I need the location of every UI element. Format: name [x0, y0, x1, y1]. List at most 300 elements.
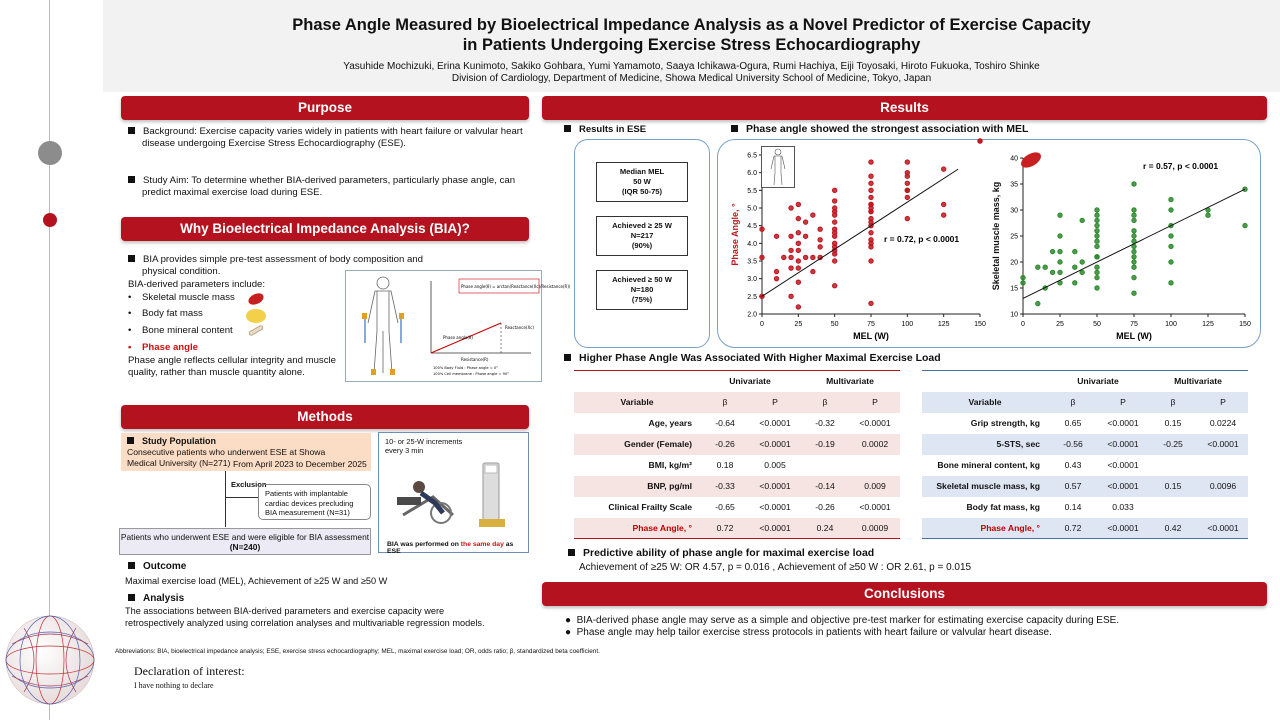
data-point — [796, 248, 800, 252]
methods-banner: Methods — [121, 405, 529, 429]
y-tick-label: 35 — [1010, 181, 1018, 189]
data-point — [1132, 249, 1136, 253]
declaration — [134, 664, 245, 690]
column-header: P — [1120, 397, 1126, 407]
data-point — [941, 167, 945, 171]
data-point — [796, 216, 800, 220]
body-outline-thumb — [761, 146, 795, 188]
data-point — [774, 276, 778, 280]
y-tick-label: 4.0 — [747, 240, 757, 248]
data-point — [832, 209, 836, 213]
table-cell: <0.0001 — [1107, 418, 1139, 428]
table-row — [922, 497, 1248, 518]
purpose-banner: Purpose — [121, 96, 529, 120]
table-cell: <0.0001 — [759, 439, 791, 449]
data-point — [1050, 270, 1054, 274]
table-bia — [922, 370, 1248, 539]
data-point — [1080, 260, 1084, 264]
bia-item-phase-label: Phase angle — [142, 342, 199, 353]
analysis-heading — [128, 593, 184, 605]
data-point — [789, 266, 793, 270]
data-point — [796, 305, 800, 309]
table-cell — [1148, 455, 1198, 476]
table-cell — [1198, 455, 1248, 476]
correlation-heading-text: Phase angle showed the strongest association with MEL — [746, 123, 1029, 135]
x-tick-label: 0 — [1021, 321, 1025, 328]
bia-params-label: BIA-derived parameters include: — [128, 279, 266, 290]
data-point — [1058, 213, 1062, 217]
table-row — [574, 476, 900, 497]
data-point — [1169, 234, 1173, 238]
predictive-text: Achievement of ≥25 W: OR 4.57, p = 0.016 , Achievement of ≥50 W : OR 2.61, p = 0.015 — [579, 562, 972, 573]
bia-same-day — [387, 541, 528, 555]
affiliation: Division of Cardiology, Department of Medicine, Showa Medical University School of Medicine, Tokyo, Japan — [451, 73, 932, 84]
x-tick-label: 25 — [1056, 321, 1064, 328]
data-point — [803, 255, 807, 259]
table-row — [574, 518, 900, 539]
body-outline-icon — [348, 273, 418, 381]
conclusion-2-text: Phase angle may help tailor exercise stress protocols in patients with heart failure or valvular heart disease. — [576, 627, 1052, 638]
y-tick-label: 2.0 — [747, 311, 757, 319]
table-cell: 0.0224 — [1209, 418, 1237, 428]
table-cell: 0.005 — [764, 460, 786, 470]
table-cell — [800, 455, 850, 476]
table-cell: -0.19 — [815, 439, 835, 449]
table-cell: <0.0001 — [1107, 481, 1139, 491]
data-point — [1095, 208, 1099, 212]
data-point — [905, 174, 909, 178]
data-point — [1095, 265, 1099, 269]
column-header: β — [1170, 397, 1176, 407]
x-tick-label: 50 — [1093, 321, 1101, 328]
table-cell: 5-STS, sec — [996, 439, 1040, 449]
x-tick-label: 75 — [867, 321, 875, 328]
table-row — [922, 518, 1248, 539]
data-point — [1095, 213, 1099, 217]
y-tick-label: 30 — [1010, 207, 1018, 215]
bia-same-day-a: BIA was performed on — [387, 541, 461, 548]
data-point — [789, 206, 793, 210]
bia-item-phase: • Phase angle — [128, 342, 199, 353]
bia-same-day-c: as ESE — [387, 541, 514, 555]
poster-header — [103, 0, 1280, 92]
exclusion-box: Patients with implantable cardiac devices precluding BIA measurement (N=31) — [258, 484, 371, 520]
y-tick-label: 5.0 — [747, 205, 757, 213]
data-point — [941, 202, 945, 206]
data-point — [760, 255, 764, 259]
y-tick-label: 10 — [1010, 311, 1018, 319]
ese-stat-median-label: Median MEL — [619, 167, 665, 176]
table-cell: Clinical Frailty Scale — [608, 502, 692, 512]
table-cell: -0.33 — [715, 481, 735, 491]
data-point — [789, 255, 793, 259]
y-tick-label: 40 — [1010, 155, 1018, 163]
table-row — [574, 497, 900, 518]
ese-stat-25w — [596, 216, 688, 256]
purpose-background — [128, 126, 528, 150]
data-point — [1073, 281, 1077, 285]
x-axis-label: MEL (W) — [1116, 331, 1152, 341]
data-point — [905, 181, 909, 185]
table-cell: Age, years — [648, 418, 692, 428]
eligible-n: (N=240) — [229, 542, 261, 552]
authors: Yasuhide Mochizuki, Erina Kunimoto, Sakiko Gohbara, Yumi Yamamoto, Saaya Ichikawa-Ogura, Rumi Hachiya, Eiji Toyosaki, Hiroto Fukuoka, Toshiro Shinke — [343, 61, 1040, 72]
data-point — [1095, 270, 1099, 274]
data-point — [1169, 197, 1173, 201]
table-cell: 0.0002 — [861, 439, 889, 449]
data-point — [1169, 281, 1173, 285]
table-cell: 0.15 — [1164, 481, 1182, 491]
data-point — [832, 188, 836, 192]
conclusion-1-text: BIA-derived phase angle may serve as a simple and objective pre-test marker for estimating exercise capacity during ESE. — [576, 615, 1120, 626]
data-point — [1095, 255, 1099, 259]
declaration-text: I have nothing to declare — [134, 681, 214, 690]
table-cell: <0.0001 — [759, 502, 791, 512]
ese-results-heading-text: Results in ESE — [579, 124, 647, 135]
table-cell: Grip strength, kg — [970, 418, 1040, 428]
data-point — [796, 241, 800, 245]
y-tick-label: 6.5 — [747, 152, 757, 160]
data-point — [1169, 260, 1173, 264]
correlation-annotation: r = 0.72, p < 0.0001 — [884, 234, 960, 244]
data-point — [1132, 255, 1136, 259]
data-point — [818, 238, 822, 242]
table-cell: <0.0001 — [1207, 439, 1239, 449]
ese-stat-median — [596, 162, 688, 202]
formula-text: Phase angle(θ) = arctan(Reactance(Xc)/Resistance(R)) — [461, 284, 571, 289]
muscle-mass-scatter — [983, 141, 1253, 346]
data-point — [1132, 291, 1136, 295]
x-tick-label: 150 — [974, 321, 986, 328]
data-point — [1050, 249, 1054, 253]
data-point — [774, 234, 778, 238]
header-multivariate: Multivariate — [1174, 376, 1222, 387]
table-cell: 0.0009 — [861, 522, 889, 533]
data-point — [796, 202, 800, 206]
data-point — [1095, 234, 1099, 238]
table-cell: -0.26 — [815, 502, 835, 512]
table-cell: 0.24 — [816, 522, 834, 533]
data-point — [1132, 275, 1136, 279]
association-heading — [564, 352, 941, 364]
data-point — [1080, 218, 1084, 222]
data-point — [1169, 244, 1173, 248]
bia-item-muscle: • Skeletal muscle mass — [128, 292, 235, 303]
data-point — [796, 259, 800, 263]
bone-icon — [248, 324, 264, 336]
decor-sphere-icon — [4, 614, 96, 706]
eligible-text: Patients who underwent ESE and were eligible for BIA assessment — [120, 532, 370, 542]
table-cell: -0.64 — [715, 418, 735, 428]
x-tick-label: 100 — [1165, 321, 1177, 328]
x-tick-label: 50 — [830, 321, 839, 328]
data-point — [1080, 270, 1084, 274]
table-cell: -0.56 — [1063, 439, 1083, 449]
association-heading-text: Higher Phase Angle Was Associated With Higher Maximal Exercise Load — [579, 352, 941, 364]
table-cell: Bone mineral content, kg — [937, 460, 1040, 470]
y-tick-label: 2.5 — [747, 293, 757, 301]
data-point — [1058, 249, 1062, 253]
trend-line — [1023, 189, 1245, 298]
table-cell: Gender (Female) — [624, 439, 692, 449]
predictive-heading-text: Predictive ability of phase angle for maximal exercise load — [583, 547, 875, 559]
table-cell: 0.65 — [1064, 418, 1082, 428]
table-cell: <0.0001 — [759, 522, 791, 533]
flow-line-horizontal — [225, 497, 258, 498]
table-cell: <0.0001 — [759, 481, 791, 491]
table-cell: BNP, pg/ml — [647, 481, 692, 491]
data-point — [1058, 234, 1062, 238]
data-point — [1036, 301, 1040, 305]
table-cell — [850, 455, 900, 476]
table-row — [922, 434, 1248, 455]
x-tick-label: 0 — [760, 321, 764, 328]
data-point — [869, 209, 873, 213]
exclusion-label: Exclusion — [231, 480, 267, 489]
x-tick-label: 150 — [1239, 321, 1251, 328]
data-point — [869, 231, 873, 235]
column-header: P — [872, 397, 878, 407]
x-tick-label: 125 — [1202, 321, 1214, 328]
ese-stat-50w-pct: (75%) — [631, 295, 653, 304]
poster-title — [103, 0, 1280, 55]
decor-line — [49, 0, 50, 720]
x-tick-label: 125 — [937, 321, 950, 328]
ese-results-heading — [564, 124, 646, 135]
column-header: P — [772, 397, 778, 407]
table-cell: BMI, kg/m² — [648, 460, 692, 470]
table-cell: 0.72 — [1064, 522, 1082, 533]
ese-stat-median-value: 50 W — [633, 177, 651, 186]
body-thumb-icon — [762, 147, 794, 187]
data-point — [1132, 229, 1136, 233]
eligible-box — [119, 528, 371, 555]
data-point — [1021, 281, 1025, 285]
title-line-1: Phase Angle Measured by Bioelectrical Impedance Analysis as a Novel Predictor of Exercise Capacity — [292, 16, 1091, 34]
bia-note: Phase angle reflects cellular integrity and muscle quality, rather than muscle quantity alone. — [128, 355, 336, 378]
data-point — [1132, 218, 1136, 222]
population-box — [121, 433, 371, 471]
correlation-annotation: r = 0.57, p < 0.0001 — [1143, 161, 1219, 171]
data-point — [1021, 275, 1025, 279]
correlation-heading — [731, 123, 1028, 135]
y-tick-label: 5.5 — [747, 187, 757, 195]
data-point — [978, 139, 982, 143]
bia-intro-text: BIA provides simple pre-test assessment of body composition and physical condition. — [142, 254, 423, 277]
data-point — [832, 284, 836, 288]
analysis-text: The associations between BIA-derived parameters and exercise capacity were retrospectively analyzed using correlation analyses and multivariable regression models. — [125, 606, 485, 628]
table-row — [574, 455, 900, 476]
data-point — [1073, 265, 1077, 269]
data-point — [1132, 265, 1136, 269]
title-line-2: in Patients Undergoing Exercise Stress Echocardiography — [462, 36, 921, 54]
table-cell: <0.0001 — [1107, 439, 1139, 449]
ese-stat-25w-label: Achieved ≥ 25 W — [612, 221, 672, 230]
table-cell: 0.18 — [716, 460, 734, 470]
data-point — [869, 174, 873, 178]
table-cell: Skeletal muscle mass, kg — [936, 481, 1040, 491]
table-cell: 0.42 — [1164, 522, 1182, 533]
table-cell: <0.0001 — [859, 502, 891, 512]
data-point — [905, 216, 909, 220]
data-point — [1132, 213, 1136, 217]
bia-item-fat-label: Body fat mass — [142, 308, 203, 319]
bia-item-bone: • Bone mineral content — [128, 325, 233, 336]
data-point — [869, 202, 873, 206]
table-cell: -0.32 — [815, 418, 835, 428]
column-header: β — [722, 397, 728, 407]
table-cell: 0.43 — [1064, 460, 1082, 470]
table-cell: <0.0001 — [1207, 522, 1239, 533]
table-cell: <0.0001 — [759, 418, 791, 428]
data-point — [789, 294, 793, 298]
results-banner: Results — [542, 96, 1267, 120]
data-point — [905, 195, 909, 199]
data-point — [818, 227, 822, 231]
data-point — [832, 231, 836, 235]
bia-item-bone-label: Bone mineral content — [142, 325, 233, 336]
data-point — [1058, 270, 1062, 274]
exercise-bike-icon — [383, 457, 523, 537]
outcome-heading-text: Outcome — [143, 561, 187, 572]
table-cell: 0.009 — [864, 481, 886, 491]
data-point — [1206, 213, 1210, 217]
decor-dot-red — [43, 213, 57, 227]
data-point — [905, 188, 909, 192]
reactance-label: Reactance(Xc) — [505, 325, 534, 330]
table-cell: Body fat mass, kg — [966, 502, 1040, 512]
conclusions-banner: Conclusions — [542, 582, 1267, 606]
y-tick-label: 3.0 — [747, 276, 757, 284]
data-point — [811, 255, 815, 259]
column-header: β — [822, 397, 828, 407]
data-point — [796, 231, 800, 235]
table-cell: 0.72 — [716, 522, 734, 533]
purpose-aim — [128, 175, 528, 199]
table-row — [922, 455, 1248, 476]
data-point — [1095, 244, 1099, 248]
data-point — [869, 188, 873, 192]
table-cell: 0.0096 — [1209, 481, 1237, 491]
data-point — [1095, 286, 1099, 290]
data-point — [1043, 265, 1047, 269]
muscle-icon — [247, 291, 266, 307]
column-header: β — [1070, 397, 1076, 407]
y-tick-label: 6.0 — [747, 170, 757, 178]
data-point — [1243, 223, 1247, 227]
data-point — [811, 213, 815, 217]
data-point — [782, 255, 786, 259]
bia-item-fat: • Body fat mass — [128, 308, 203, 319]
data-point — [1132, 260, 1136, 264]
data-point — [811, 269, 815, 273]
data-point — [869, 259, 873, 263]
purpose-aim-text: Study Aim: To determine whether BIA-derived parameters, particularly phase angle, can predict maximal exercise load during ESE. — [142, 175, 516, 198]
header-univariate: Univariate — [1077, 376, 1119, 387]
y-axis-label: Phase Angle, ° — [730, 203, 740, 266]
table-cell: <0.0001 — [859, 418, 891, 428]
predictive-heading — [568, 547, 874, 559]
data-point — [832, 199, 836, 203]
table-cell — [1198, 497, 1248, 518]
fig-note-2: 100% Cell membrane : Phase angle = 90° — [433, 372, 509, 376]
data-point — [869, 181, 873, 185]
phase-angle-label: Phase angle(θ) — [443, 335, 473, 340]
table-cell: 0.15 — [1164, 418, 1182, 428]
population-text: Consecutive patients who underwent ESE at Showa Medical University (N=271) — [127, 447, 326, 468]
data-point — [1095, 275, 1099, 279]
data-point — [832, 259, 836, 263]
table-cell: Phase Angle, ° — [980, 522, 1040, 533]
data-point — [1095, 239, 1099, 243]
ese-stat-median-iqr: (IQR 50-75) — [621, 187, 663, 196]
conclusion-1: ● BIA-derived phase angle may serve as a simple and objective pre-test marker for estimating exercise capacity during ESE. — [565, 615, 1120, 626]
ese-stat-25w-pct: (90%) — [631, 241, 653, 250]
table-cell: <0.0001 — [1107, 460, 1139, 470]
data-point — [1058, 260, 1062, 264]
increment-text: 10- or 25-W increments every 3 min — [385, 437, 463, 455]
population-title: Study Population — [142, 436, 216, 446]
abbreviations: Abbreviations: BIA, bioelectrical impedance analysis; ESE, exercise stress echocardiography; MEL, maximal exercise load; OR, odds ratio; β, standardized beta coefficient. — [115, 648, 600, 655]
table-cell: <0.0001 — [1107, 522, 1139, 533]
data-point — [1095, 229, 1099, 233]
table-row — [922, 476, 1248, 497]
declaration-title: Declaration of interest: — [134, 664, 245, 678]
left-decoration — [0, 0, 103, 720]
y-tick-label: 4.5 — [747, 223, 757, 231]
data-point — [818, 245, 822, 249]
x-tick-label: 100 — [901, 321, 914, 328]
bia-banner: Why Bioelectrical Impedance Analysis (BIA)? — [121, 217, 529, 241]
y-axis-label: Skeletal muscle mass, kg — [991, 181, 1001, 291]
authors-block — [103, 61, 1280, 85]
data-point — [869, 220, 873, 224]
decor-dot-gray — [38, 141, 62, 165]
column-header: Variable — [620, 397, 654, 407]
column-header: Variable — [968, 397, 1002, 407]
phase-angle-diagram — [421, 273, 571, 381]
bia-item-muscle-label: Skeletal muscle mass — [142, 292, 235, 303]
header-multivariate: Multivariate — [826, 376, 874, 387]
analysis-heading-text: Analysis — [143, 593, 185, 604]
resistance-label: Resistance(R) — [461, 357, 489, 362]
data-point — [1132, 234, 1136, 238]
table-cell: -0.25 — [1163, 439, 1183, 449]
data-point — [803, 220, 807, 224]
data-point — [1095, 218, 1099, 222]
data-point — [1169, 208, 1173, 212]
data-point — [869, 195, 873, 199]
ese-stat-25w-n: N=217 — [630, 231, 654, 240]
data-point — [832, 220, 836, 224]
data-point — [869, 160, 873, 164]
data-point — [1036, 265, 1040, 269]
table-row — [922, 413, 1248, 434]
fat-icon — [246, 309, 266, 323]
data-point — [869, 301, 873, 305]
bia-same-day-b: the same day — [460, 541, 504, 548]
data-point — [1132, 208, 1136, 212]
outcome-heading — [128, 561, 186, 573]
y-tick-label: 3.5 — [747, 258, 757, 266]
data-point — [789, 248, 793, 252]
column-header: P — [1220, 397, 1226, 407]
purpose-background-text: Background: Exercise capacity varies widely in patients with heart failure or valvular heart disease undergoing Exercise Stress Echocardiography (ESE). — [142, 126, 523, 149]
x-tick-label: 75 — [1130, 321, 1138, 328]
table-cell: -0.26 — [715, 439, 735, 449]
table-row — [574, 434, 900, 455]
table-cell: Phase Angle, ° — [632, 522, 692, 533]
